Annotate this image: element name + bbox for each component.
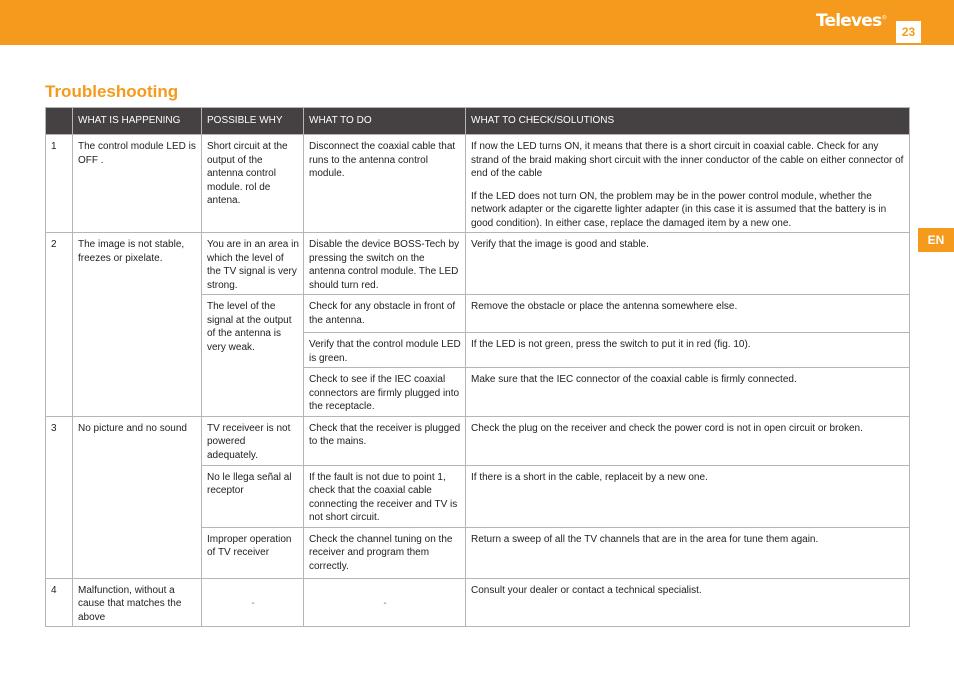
solution-cell: Return a sweep of all the TV channels that are in the area for tune them again. bbox=[466, 527, 910, 578]
symptom-cell: Malfunction, without a cause that matches the above bbox=[73, 578, 202, 627]
action-cell: Check to see if the IEC coaxial connectors are firmly plugged into the receptacle. bbox=[304, 368, 466, 417]
action-cell: Check that the receiver is plugged to the mains. bbox=[304, 416, 466, 465]
solution-cell: Remove the obstacle or place the antenna somewhere else. bbox=[466, 295, 910, 333]
action-cell: - bbox=[304, 578, 466, 627]
table-row bbox=[46, 578, 910, 627]
action-cell: If the fault is not due to point 1, check that the coaxial cable connecting the receiver and TV is not short circuit. bbox=[304, 465, 466, 527]
action-cell: Disconnect the coaxial cable that runs to the antenna control module. bbox=[304, 135, 466, 233]
solution-cell: Consult your dealer or contact a technical specialist. bbox=[466, 578, 910, 627]
solution-cell: If there is a short in the cable, replaceit by a new one. bbox=[466, 465, 910, 527]
cause-cell: Short circuit at the output of the antenna control module. rol de antena. bbox=[202, 135, 304, 233]
cause-cell: Improper operation of TV receiver bbox=[202, 527, 304, 578]
row-number: 1 bbox=[46, 135, 73, 233]
row-number: 2 bbox=[46, 233, 73, 417]
column-header-check: WHAT TO CHECK/SOLUTIONS bbox=[466, 108, 910, 135]
solution-paragraph: If the LED does not turn ON, the problem may be in the power control module, whether the network adapter or the cigarette lighter adapter (in this case it is assumed that the battery is in good condition). In either case, replace the damaged item by a new one. bbox=[471, 190, 887, 229]
table-row bbox=[46, 233, 910, 295]
table-header-row bbox=[46, 108, 910, 135]
column-header-do: WHAT TO DO bbox=[304, 108, 466, 135]
page-title: Troubleshooting bbox=[45, 82, 179, 101]
cause-cell: - bbox=[202, 578, 304, 627]
solution-cell: Make sure that the IEC connector of the coaxial cable is firmly connected. bbox=[466, 368, 910, 417]
solution-cell: Check the plug on the receiver and check the power cord is not in open circuit or broken. bbox=[466, 416, 910, 465]
table-row bbox=[46, 135, 910, 233]
cause-cell: You are in an area in which the level of the TV signal is very strong. bbox=[202, 233, 304, 295]
row-number: 4 bbox=[46, 578, 73, 627]
symptom-cell: The control module LED is OFF . bbox=[73, 135, 202, 233]
column-header-why: POSSIBLE WHY bbox=[202, 108, 304, 135]
row-number: 3 bbox=[46, 416, 73, 578]
solution-cell: If the LED is not green, press the switch to put it in red (fig. 10). bbox=[466, 333, 910, 368]
column-header-number bbox=[46, 108, 73, 135]
header-bar bbox=[0, 0, 954, 45]
cause-cell: TV receiveer is not powered adequately. bbox=[202, 416, 304, 465]
action-cell: Disable the device BOSS-Tech by pressing the switch on the antenna control module. The LED should turn red. bbox=[304, 233, 466, 295]
solution-cell: Verify that the image is good and stable. bbox=[466, 233, 910, 295]
cause-cell: No le llega señal al receptor bbox=[202, 465, 304, 527]
symptom-cell: No picture and no sound bbox=[73, 416, 202, 578]
table-row bbox=[46, 416, 910, 465]
action-cell: Verify that the control module LED is green. bbox=[304, 333, 466, 368]
solution-paragraph: If now the LED turns ON, it means that there is a short circuit in coaxial cable. Check for any strand of the braid making short circuit with the inner conductor of the cable on either connector of end of the cable bbox=[471, 141, 904, 179]
brand-logo: Televes® bbox=[816, 11, 887, 31]
troubleshooting-table bbox=[45, 107, 910, 627]
column-header-what: WHAT IS HAPPENING bbox=[73, 108, 202, 135]
solution-cell bbox=[466, 135, 910, 233]
page-number: 23 bbox=[896, 21, 921, 43]
language-tab: EN bbox=[918, 228, 954, 252]
action-cell: Check for any obstacle in front of the antenna. bbox=[304, 295, 466, 333]
action-cell: Check the channel tuning on the receiver and program them correctly. bbox=[304, 527, 466, 578]
cause-cell: The level of the signal at the output of the antenna is very weak. bbox=[202, 295, 304, 417]
symptom-cell: The image is not stable, freezes or pixelate. bbox=[73, 233, 202, 417]
